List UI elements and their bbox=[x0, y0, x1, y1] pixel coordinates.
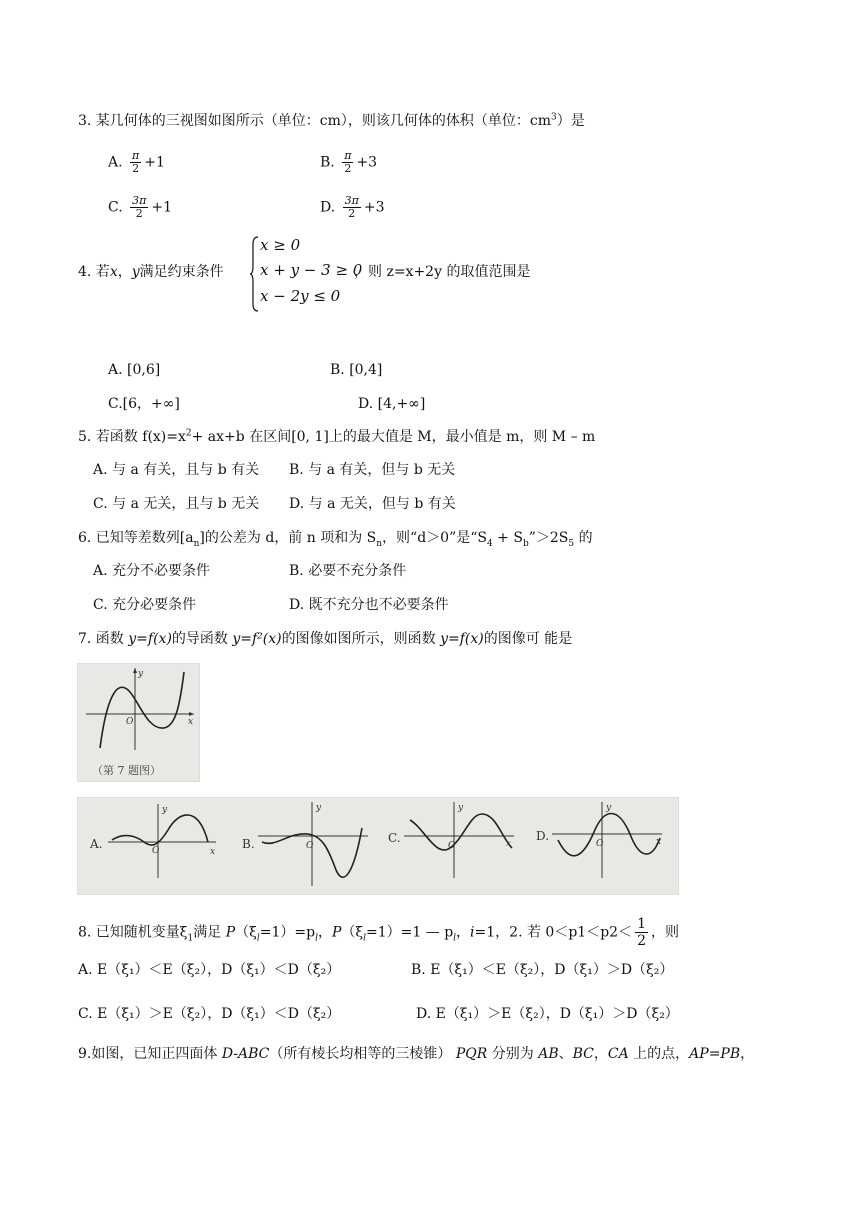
q3-a-fraction bbox=[130, 150, 141, 175]
q7-f1: y=f(x) bbox=[128, 631, 172, 647]
q6-option-d: D. 既不充分也不必要条件 bbox=[289, 597, 449, 613]
svg-text:x: x bbox=[188, 717, 194, 727]
q7-f3: y=f(x) bbox=[440, 631, 484, 647]
svg-text:y: y bbox=[316, 803, 322, 813]
q3-d-num: 3π bbox=[344, 194, 359, 207]
q8-sub-i2: l bbox=[315, 933, 318, 944]
q3-stem-text: 3. 某几何体的三视图如图所示（单位：cm），则该几何体的体积（单位：cm bbox=[78, 113, 552, 129]
q6-sub-4: 4 bbox=[487, 538, 493, 549]
svg-text:x: x bbox=[210, 847, 216, 857]
q7-s3: 的图像如图所示，则函数 bbox=[281, 631, 441, 647]
q3-d-den: 2 bbox=[348, 207, 356, 220]
q5-option-a: A. 与 a 有关，且与 b 有关 bbox=[93, 462, 260, 478]
q4-stem-end: ，则 z=x+2y 的取值范围是 bbox=[354, 264, 531, 280]
q5-option-b: B. 与 a 有关，但与 b 无关 bbox=[289, 462, 456, 478]
q3-b-den: 2 bbox=[344, 162, 352, 175]
svg-text:y: y bbox=[606, 803, 612, 813]
q9-t1: D-ABC bbox=[221, 1046, 270, 1062]
q7-f2: y=f²(x) bbox=[232, 631, 282, 647]
q3-a-num: π bbox=[132, 149, 140, 162]
q6-sub-6: b bbox=[522, 538, 529, 549]
q7-option-d-graph bbox=[536, 802, 662, 878]
q8-i: i bbox=[470, 924, 475, 941]
q9-s2: （所有棱长均相等的三棱锥） bbox=[269, 1046, 456, 1062]
q6-stem bbox=[78, 529, 593, 547]
q8-option-d: D. E（ξ₁）＞E（ξ₂），D（ξ₁）＞D（ξ₂） bbox=[416, 1006, 679, 1022]
q3-b-label: B. bbox=[320, 154, 335, 171]
q8-s9: =1，2. 若 0＜p1＜p2＜ bbox=[474, 924, 633, 941]
q6-s5: ”＞2S bbox=[528, 530, 569, 546]
q3-stem bbox=[78, 112, 585, 130]
q3-b-fraction bbox=[342, 150, 353, 175]
q7-derivative-graph bbox=[78, 664, 199, 781]
q8-p1: P bbox=[225, 924, 236, 941]
q9-t2: PQR bbox=[455, 1046, 488, 1062]
q8-s4: =1）=p bbox=[259, 924, 316, 941]
q7-option-a-graph bbox=[89, 804, 216, 878]
q8-s7: =1）=1 — p bbox=[366, 924, 454, 941]
q8-s2: 满足 bbox=[193, 924, 226, 941]
q8-p2: P bbox=[331, 924, 342, 941]
q5-option-d: D. 与 a 无关，但与 b 有关 bbox=[289, 496, 456, 512]
q3-option-d bbox=[320, 195, 385, 220]
q5-stem bbox=[78, 428, 595, 446]
q5-stem-b: + ax+b 在区间[0, 1]上的最大值是 M，最小值是 m，则 M – m bbox=[191, 429, 596, 445]
q4-constraint-2: x + y − 3 ≥ 0 bbox=[260, 261, 363, 279]
q7-derivative-figure bbox=[77, 663, 200, 782]
q6-sub-5: 5 bbox=[568, 538, 575, 549]
q7-s2: 的导函数 bbox=[171, 631, 233, 647]
q9-t3: AB bbox=[538, 1046, 559, 1062]
q8-sub-i4: l bbox=[453, 933, 457, 944]
q4-var-x: x bbox=[109, 264, 118, 280]
svg-text:O: O bbox=[306, 841, 314, 851]
q8-frac-den: 2 bbox=[637, 933, 646, 949]
q7-figure-caption: （第 7 题图） bbox=[92, 764, 161, 777]
q3-a-den: 2 bbox=[132, 162, 140, 175]
q4-option-c: C.[6，+∞] bbox=[108, 396, 180, 412]
q9-s4: 、 bbox=[558, 1046, 573, 1062]
q3-a-rest: +1 bbox=[144, 154, 165, 171]
q4-constraint-1: x ≥ 0 bbox=[260, 236, 301, 254]
q8-frac-num: 1 bbox=[637, 916, 646, 932]
q9-s5: ， bbox=[593, 1046, 608, 1062]
q8-option-c: C. E（ξ₁）＞E（ξ₂），D（ξ₁）＜D（ξ₂） bbox=[78, 1006, 341, 1022]
q7-option-b-graph bbox=[242, 802, 368, 886]
q3-option-b bbox=[320, 150, 377, 175]
q3-stem-end: ）是 bbox=[556, 113, 585, 129]
q4-option-d: D. [4,+∞] bbox=[358, 396, 426, 412]
q8-option-a: A. E（ξ₁）＜E（ξ₂），D（ξ₁）＜D（ξ₂） bbox=[78, 962, 341, 978]
q8-stem bbox=[78, 916, 679, 949]
svg-text:x: x bbox=[506, 839, 512, 849]
q6-sub-n: n bbox=[193, 538, 200, 549]
q4-option-a: A. [0,6] bbox=[108, 362, 161, 378]
q7-options-figure bbox=[77, 797, 679, 895]
q5-stem-sup: 2 bbox=[185, 428, 192, 439]
q4-constraint-3: x − 2y ≤ 0 bbox=[260, 287, 341, 305]
svg-text:O: O bbox=[596, 839, 604, 849]
q8-option-b: B. E（ξ₁）＜E（ξ₂），D（ξ₁）＞D（ξ₂） bbox=[411, 962, 674, 978]
q3-b-num: π bbox=[344, 149, 352, 162]
q6-s3: ，则“d＞0”是“S bbox=[382, 530, 487, 546]
q3-d-rest: +3 bbox=[363, 199, 385, 216]
svg-text:y: y bbox=[458, 803, 464, 813]
q7-option-c-graph bbox=[388, 802, 514, 878]
svg-text:O: O bbox=[126, 717, 134, 727]
q3-a-label: A. bbox=[108, 154, 123, 171]
q8-fraction bbox=[635, 916, 648, 949]
left-brace-icon bbox=[249, 236, 259, 312]
q3-c-den: 2 bbox=[135, 207, 143, 220]
q8-s1: 8. 已知随机变量ξ bbox=[78, 924, 188, 941]
q4-stem-pre: 4. 若 bbox=[78, 264, 110, 280]
q8-sub1: 1 bbox=[187, 933, 194, 944]
q3-stem-sup: 3 bbox=[551, 112, 557, 123]
q9-s6: 上的点， bbox=[628, 1046, 690, 1062]
q4-option-b: B. [0,4] bbox=[330, 362, 383, 378]
q7-option-a-label: A. bbox=[90, 837, 103, 851]
q6-s1: 6. 已知等差数列[a bbox=[78, 530, 194, 546]
q3-d-label: D. bbox=[320, 199, 336, 216]
svg-text:y: y bbox=[138, 669, 144, 679]
q6-option-b: B. 必要不充分条件 bbox=[289, 563, 407, 579]
q8-sub-i: l bbox=[256, 933, 260, 944]
q5-option-c: C. 与 a 无关，且与 b 无关 bbox=[93, 496, 260, 512]
q3-c-rest: +1 bbox=[151, 199, 172, 216]
q3-c-label: C. bbox=[108, 199, 123, 216]
q8-s10: ，则 bbox=[651, 924, 679, 941]
q4-sep: ， bbox=[117, 264, 132, 280]
q6-s4: + S bbox=[492, 530, 523, 546]
q6-s6: 的 bbox=[574, 530, 593, 546]
q9-t6: AP=PB bbox=[689, 1046, 741, 1062]
q6-s2: ]的公差为 d，前 n 项和为 S bbox=[199, 530, 377, 546]
q8-sub-i3: l bbox=[363, 933, 367, 944]
q6-sub-n2: n bbox=[376, 538, 383, 549]
q8-s8: ， bbox=[456, 924, 471, 941]
q6-option-a: A. 充分不必要条件 bbox=[93, 563, 211, 579]
q7-stem bbox=[78, 630, 572, 648]
q9-t4: BC bbox=[572, 1046, 594, 1062]
q9-s7: ， bbox=[740, 1046, 755, 1062]
q9-s1: 9.如图，已知正四面体 bbox=[78, 1046, 222, 1062]
q4-stem bbox=[78, 263, 224, 281]
q8-s5: ， bbox=[317, 924, 332, 941]
q9-stem bbox=[78, 1045, 754, 1063]
q9-t5: CA bbox=[607, 1046, 629, 1062]
q5-stem-a: 5. 若函数 f(x)=x bbox=[78, 429, 186, 445]
q7-option-d-label: D. bbox=[536, 829, 550, 843]
q7-options-graphs bbox=[78, 798, 678, 894]
svg-text:y: y bbox=[162, 805, 168, 815]
q3-option-a bbox=[108, 150, 165, 175]
q7-option-b-label: B. bbox=[242, 837, 255, 851]
q6-option-c: C. 充分必要条件 bbox=[93, 597, 197, 613]
q7-s1: 7. 函数 bbox=[78, 631, 129, 647]
svg-text:x: x bbox=[656, 837, 662, 847]
q3-c-num: 3π bbox=[132, 194, 147, 207]
q3-option-c bbox=[108, 195, 172, 220]
q3-d-fraction bbox=[343, 195, 361, 220]
q8-s6: （ξ bbox=[341, 924, 364, 941]
q3-c-fraction bbox=[130, 195, 148, 220]
q7-s4: 的图像可 能是 bbox=[483, 631, 573, 647]
svg-text:O: O bbox=[152, 846, 160, 856]
q8-s3: （ξ bbox=[235, 924, 257, 941]
q3-b-rest: +3 bbox=[356, 154, 378, 171]
q4-var-y: y bbox=[131, 264, 140, 280]
q4-stem-mid: 满足约束条件 bbox=[139, 264, 224, 280]
q9-s3: 分别为 bbox=[487, 1046, 539, 1062]
q7-option-c-label: C. bbox=[388, 831, 401, 845]
svg-text:O: O bbox=[448, 841, 456, 851]
